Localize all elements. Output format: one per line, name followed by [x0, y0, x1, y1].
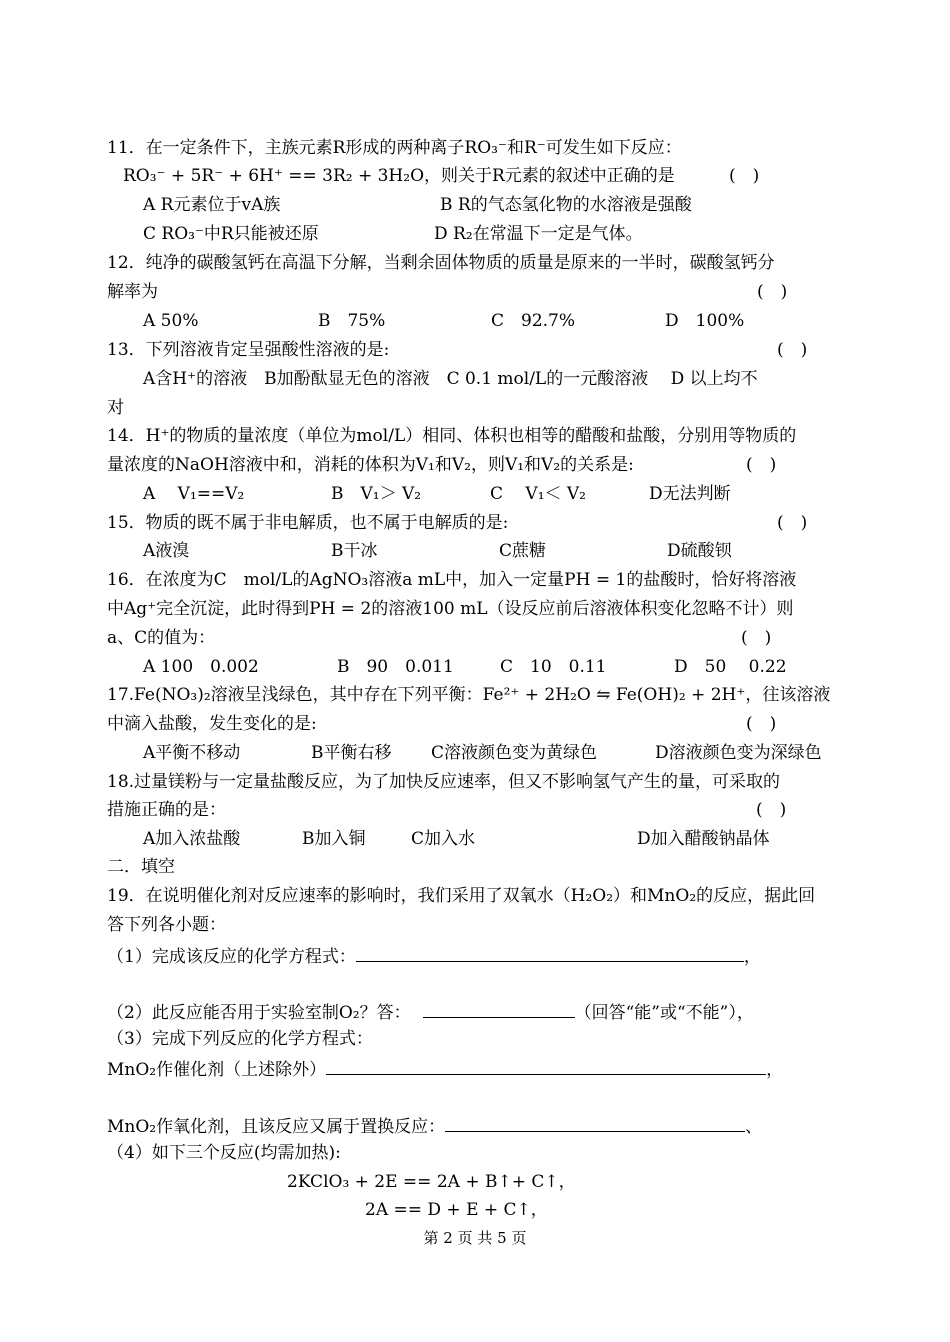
q12-option-a: A 50%: [143, 311, 199, 331]
q11-bracket: ( ): [729, 166, 760, 186]
q14-stem-line2: 量浓度的NaOH溶液中和，消耗的体积为V₁和V₂，则V₁和V₂的关系是:: [107, 455, 634, 475]
q19-part3a: [107, 1056, 783, 1081]
q16-option-c: C 10 0.11: [500, 657, 607, 677]
q19-part2-label: （2）此反应能否用于实验室制O₂？答：: [107, 1003, 411, 1023]
q12-bracket: ( ): [757, 282, 788, 302]
q19-stem-line2: 答下列各小题：: [107, 915, 226, 935]
q18-option-a: A加入浓盐酸: [143, 829, 241, 849]
q19-part1-answer-blank[interactable]: [356, 943, 744, 962]
q19-part3b-end: 、: [745, 1117, 763, 1137]
q19-part3a-answer-blank[interactable]: [326, 1056, 766, 1075]
q12-stem-line1: 12．纯净的碳酸氢钙在高温下分解，当剩余固体物质的质量是原来的一半时，碳酸氢钙分: [107, 253, 775, 273]
q17-option-a: A平衡不移动: [143, 743, 241, 763]
q18-option-c: C加入水: [411, 829, 476, 849]
q14-option-c: C V₁＜ V₂: [490, 484, 586, 504]
q11-option-a: A R元素位于ⅴA族: [143, 195, 281, 215]
q15-option-c: C蔗糖: [499, 541, 547, 561]
q17-bracket: ( ): [746, 714, 777, 734]
q17-option-c: C溶液颜色变为黄绿色: [431, 743, 598, 763]
q19-part3a-end: ，: [766, 1060, 784, 1080]
q18-option-d: D加入醋酸钠晶体: [637, 829, 770, 849]
q11-option-d: D R₂在常温下一定是气体。: [434, 224, 643, 244]
q15-stem: 15．物质的既不属于非电解质，也不属于电解质的是:: [107, 513, 509, 533]
q19-part3b-label: MnO₂作氧化剂，且该反应又属于置换反应：: [107, 1117, 446, 1137]
q15-bracket: ( ): [777, 513, 808, 533]
q19-part3a-label: MnO₂作催化剂（上述除外）: [107, 1060, 327, 1080]
q16-stem-line3: a、C的值为：: [107, 628, 216, 648]
q14-stem-line1: 14．H⁺的物质的量浓度（单位为mol/L）相同、体积也相等的醋酸和盐酸，分别用等物质的: [107, 426, 797, 446]
q19-part3b: [107, 1113, 762, 1138]
q18-option-b: B加入铜: [302, 829, 366, 849]
q19-part2: [107, 999, 754, 1024]
q19-part1-end: ，: [743, 947, 761, 967]
q19-part3: （3）完成下列反应的化学方程式：: [107, 1029, 373, 1049]
q19-equation-1: 2KClO₃ + 2E == 2A + B↑+ C↑，: [287, 1172, 576, 1192]
q17-stem-line1: 17.Fe(NO₃)₂溶液呈浅绿色，其中存在下列平衡：Fe²⁺ + 2H₂O ⇋ Fe(OH)₂ + 2H⁺，往该溶液: [107, 685, 831, 705]
q13-options-cont: 对: [107, 398, 124, 418]
q16-stem-line1: 16．在浓度为C mol/L的AgNO₃溶液a mL中，加入一定量PH = 1的盐酸时，恰好将溶液: [107, 570, 797, 590]
q19-part1-label: （1）完成该反应的化学方程式：: [107, 947, 356, 967]
q16-option-a: A 100 0.002: [143, 657, 259, 677]
q17-option-b: B平衡右移: [311, 743, 392, 763]
q15-option-a: A液溴: [143, 541, 190, 561]
q12-option-d: D 100%: [665, 311, 745, 331]
q19-part2-end: （回答“能”或“不能”），: [574, 1003, 754, 1023]
q17-stem-line2: 中滴入盐酸，发生变化的是:: [107, 714, 317, 734]
q14-option-a: A V₁==V₂: [143, 484, 245, 504]
q13-stem: 13．下列溶液肯定呈强酸性溶液的是:: [107, 340, 390, 360]
q18-stem-line2: 措施正确的是：: [107, 800, 226, 820]
q18-stem-line1: 18.过量镁粉与一定量盐酸反应，为了加快反应速率，但又不影响氢气产生的量，可采取的: [107, 772, 781, 792]
q17-option-d: D溶液颜色变为深绿色: [655, 743, 822, 763]
q16-stem-line2: 中Ag⁺完全沉淀，此时得到PH = 2的溶液100 mL（设反应前后溶液体积变化忽略不计）则: [107, 599, 794, 619]
q11-option-c: C RO₃⁻中R只能被还原: [143, 224, 319, 244]
q11-stem: 11．在一定条件下，主族元素R形成的两种离子RO₃⁻和R⁻可发生如下反应：: [107, 138, 682, 158]
page-footer: 第 2 页 共 5 页: [423, 1229, 527, 1247]
q11-equation: RO₃⁻ + 5R⁻ + 6H⁺ == 3R₂ + 3H₂O，则关于R元素的叙述中正确的是: [123, 166, 675, 186]
q14-option-b: B V₁＞ V₂: [331, 484, 422, 504]
q19-part3b-answer-blank[interactable]: [445, 1113, 745, 1132]
q15-option-b: B干冰: [331, 541, 378, 561]
q19-part1: [107, 943, 761, 968]
q19-part4: （4）如下三个反应(均需加热):: [107, 1143, 341, 1163]
section-heading: 二．填空: [107, 857, 175, 877]
q15-option-d: D硫酸钡: [667, 541, 732, 561]
q13-bracket: ( ): [777, 340, 808, 360]
q19-equation-2: 2A == D + E + C↑，: [365, 1200, 548, 1220]
q13-options: A含H⁺的溶液 B加酚酞显无色的溶液 C 0.1 mol/L的一元酸溶液 D 以上均不: [143, 369, 758, 389]
q12-option-b: B 75%: [318, 311, 386, 331]
q14-bracket: ( ): [746, 455, 777, 475]
q14-option-d: D无法判断: [649, 484, 731, 504]
q16-option-b: B 90 0.011: [337, 657, 454, 677]
q16-bracket: ( ): [741, 628, 772, 648]
q19-part2-answer-blank[interactable]: [423, 999, 575, 1018]
q11-option-b: B R的气态氢化物的水溶液是强酸: [440, 195, 692, 215]
q19-stem-line1: 19．在说明催化剂对反应速率的影响时，我们采用了双氧水（H₂O₂）和MnO₂的反应，据此回: [107, 886, 816, 906]
q12-stem-line2: 解率为: [107, 282, 158, 302]
q18-bracket: ( ): [756, 800, 787, 820]
q12-option-c: C 92.7%: [491, 311, 576, 331]
q16-option-d: D 50 0.22: [674, 657, 787, 677]
